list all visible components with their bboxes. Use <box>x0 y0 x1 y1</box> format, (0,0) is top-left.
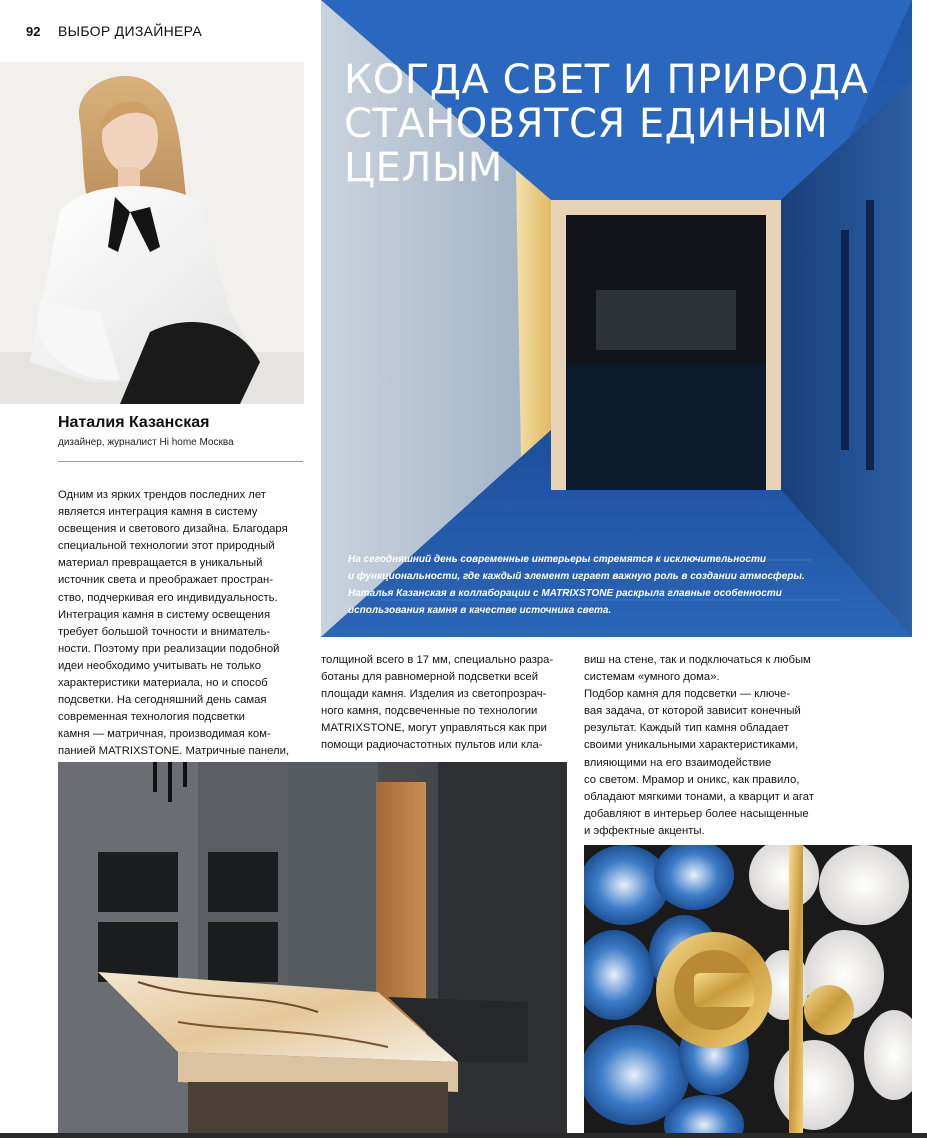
text-line: современная технология подсветки <box>58 711 245 724</box>
text-line: Подбор камня для подсветки — ключе- <box>584 688 791 701</box>
text-line: ности. Поэтому при реализации подобной <box>58 642 280 655</box>
lead-line: Наталья Казанская в коллаборации с MATRIXSTONE раскрыла главные особенности <box>348 588 782 599</box>
body-column-1 <box>58 487 308 761</box>
text-line: толщиной всего в 17 мм, специально разра- <box>321 654 554 666</box>
title-line: ЦЕЛЫМ <box>344 145 503 191</box>
author-portrait-photo <box>0 62 304 404</box>
text-line: идеи необходимо учитывать не только <box>58 659 261 672</box>
agate-illustration <box>584 845 912 1138</box>
text-line: со светом. Мрамор и оникс, как правило, <box>584 773 800 786</box>
title-line: СТАНОВЯТСЯ ЕДИНЫМ <box>344 101 829 147</box>
text-line: виш на стене, так и подключаться к любым <box>584 654 811 666</box>
body-column-3 <box>584 652 834 840</box>
lead-line: использования камня в качестве источника света. <box>348 605 612 616</box>
text-line: системам «умного дома». <box>584 671 720 684</box>
portrait-illustration <box>0 62 304 404</box>
text-line: требует большой точности и вниматель- <box>58 625 271 638</box>
text-line: характеристики материала, но и способ <box>58 677 268 690</box>
text-line: добавляют в интерьер более насыщенные <box>584 807 809 820</box>
text-line: своими уникальными характеристиками, <box>584 739 799 752</box>
text-line: специальной технологии этот природный <box>58 540 275 553</box>
text-line: MATRIXSTONE, могут управляться как при <box>321 722 547 735</box>
text-line: и эффектные акценты. <box>584 824 705 837</box>
text-line: помощи радиочастотных пультов или кла- <box>321 739 543 752</box>
text-line: ботаны для равномерной подсветки всей <box>321 671 539 684</box>
page-bottom-edge <box>0 1133 927 1138</box>
text-line: Одним из ярких трендов последних лет <box>58 489 266 501</box>
article-lead <box>348 551 818 619</box>
text-line: Интеграция камня в систему освещения <box>58 608 271 621</box>
text-line: площади камня. Изделия из светопрозрач- <box>321 688 547 701</box>
kitchen-illustration <box>58 762 567 1138</box>
kitchen-photo <box>58 762 567 1138</box>
text-line: вая задача, от которой зависит конечный <box>584 705 801 718</box>
text-line: подсветки. На сегодняшний день самая <box>58 694 267 707</box>
text-line: ство, подчеркивая его индивидуальность. <box>58 591 278 604</box>
agate-wall-photo <box>584 845 912 1138</box>
text-line: панией MATRIXSTONE. Матричные панели, <box>58 745 290 758</box>
body-column-2 <box>321 652 571 755</box>
text-line: является интеграция камня в систему <box>58 506 258 519</box>
lead-line: На сегодняшний день современные интерьеры стремятся к исключительности <box>348 554 766 565</box>
text-line: источник света и преображает простран- <box>58 574 274 587</box>
section-title: ВЫБОР ДИЗАЙНЕРА <box>58 23 202 39</box>
text-line: обладают мягкими тонами, а кварцит и агат <box>584 790 814 803</box>
text-line: материал превращается в уникальный <box>58 557 263 570</box>
author-name: Наталия Казанская <box>58 414 210 431</box>
article-title <box>344 58 904 190</box>
text-line: камня — матричная, производимая ком- <box>58 728 271 741</box>
title-line: КОГДА СВЕТ И ПРИРОДА <box>344 57 869 103</box>
page-number: 92 <box>26 24 41 39</box>
text-line: ного камня, подсвеченные по технологии <box>321 705 538 718</box>
text-line: результат. Каждый тип камня обладает <box>584 722 789 735</box>
author-divider <box>58 461 303 462</box>
text-line: влияющими на его взаимодействие <box>584 756 772 769</box>
lead-line: и функциональности, где каждый элемент играет важную роль в создании атмосферы. <box>348 571 805 582</box>
text-line: освещения и светового дизайна. Благодаря <box>58 523 288 536</box>
author-role: дизайнер, журналист Hi home Москва <box>58 437 234 448</box>
